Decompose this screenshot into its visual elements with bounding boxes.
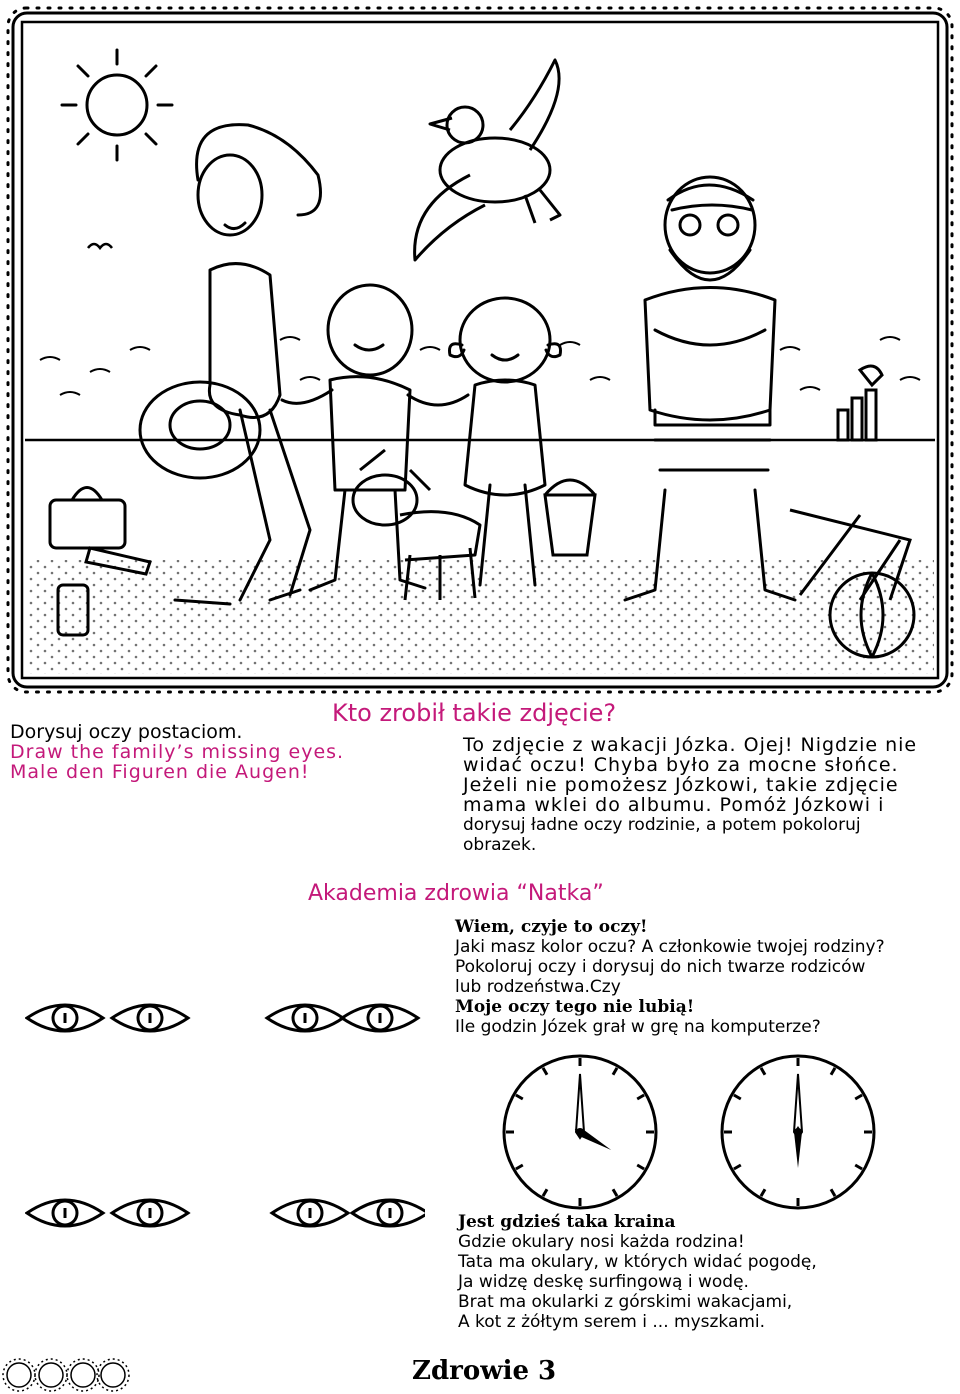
clock-tick xyxy=(516,1095,523,1099)
clock-face-icon xyxy=(504,1056,656,1208)
eye-outline-icon xyxy=(27,1005,103,1031)
story-block xyxy=(463,735,917,855)
grandfather-figure xyxy=(625,177,795,600)
poem-title: Jest gdzieś taka kraina xyxy=(458,1212,676,1232)
eyes-task-heading: Wiem, czyje to oczy! xyxy=(455,917,648,937)
story-line: widać oczu! Chyba było za mocne słońce. xyxy=(463,754,899,776)
clock-tick xyxy=(761,1189,765,1196)
eye-outline-icon xyxy=(112,1200,188,1226)
sun-badges xyxy=(0,1355,130,1394)
picture-title: Kto zrobił takie zdjęcie? xyxy=(332,699,617,727)
sea-waves xyxy=(25,337,935,440)
sun-badge-icon xyxy=(67,1359,99,1391)
sun-badge-icon xyxy=(3,1359,35,1391)
eyes-task-bold-line: Moje oczy tego nie lubią! xyxy=(455,997,695,1017)
poem-line: Ja widzę deskę surfingową i wodę. xyxy=(458,1272,749,1292)
bucket-icon xyxy=(545,480,595,555)
sun-icon xyxy=(62,50,172,160)
eyes-task-block xyxy=(455,917,885,1037)
story-line: To zdjęcie z wakacji Józka. Ojej! Nigdzie nie xyxy=(463,734,918,756)
story-line: obrazek. xyxy=(463,835,537,855)
eye-outline-icon xyxy=(272,1200,348,1226)
mother-figure xyxy=(175,125,321,604)
clock-tick xyxy=(761,1068,765,1075)
clock-tick xyxy=(734,1165,741,1169)
clock-tick xyxy=(734,1095,741,1099)
poem-line: A kot z żółtym serem i ... myszkami. xyxy=(458,1312,766,1332)
clock-question: Ile godzin Józek grał w grę na komputerze? xyxy=(455,1017,821,1037)
pier-posts xyxy=(838,366,882,440)
eye-outline-icon xyxy=(352,1200,425,1226)
clock-tick xyxy=(637,1165,644,1169)
poem-block xyxy=(458,1212,817,1332)
caption-line-pl: Dorysuj oczy postaciom. xyxy=(10,721,243,743)
clock-tick xyxy=(855,1165,862,1169)
clock-tick xyxy=(543,1068,547,1075)
girl-figure xyxy=(450,298,561,585)
page-label: Zdrowie 3 xyxy=(412,1356,557,1386)
seagull-icon xyxy=(415,60,560,260)
caption-line-en: Draw the family’s missing eyes. xyxy=(10,741,345,763)
story-line: mama wklei do albumu. Pomóż Józkowi i xyxy=(463,794,885,816)
caption-block xyxy=(10,722,344,782)
clock-tick xyxy=(637,1095,644,1099)
eyes-task-line: Jaki masz kolor oczu? A członkowie twojej rodziny? xyxy=(455,937,885,957)
poem-line: Brat ma okularki z górskimi wakacjami, xyxy=(458,1292,793,1312)
clock-tick xyxy=(516,1165,523,1169)
sun-badge-icon xyxy=(35,1359,67,1391)
story-line: dorysuj ładne oczy rodzinie, a potem pokoloruj xyxy=(463,815,861,835)
distant-bird-icon xyxy=(88,244,112,248)
eye-outline-icon xyxy=(342,1005,418,1031)
hat-icon xyxy=(140,382,260,478)
poem-line: Gdzie okulary nosi każda rodzina! xyxy=(458,1232,745,1252)
clock-tick xyxy=(613,1189,617,1196)
eye-outline-icon xyxy=(27,1200,103,1226)
section-title: Akademia zdrowia “Natka” xyxy=(308,881,604,906)
eye-pairs-row-2 xyxy=(25,1185,425,1245)
sun-badge-icon xyxy=(97,1359,129,1391)
caption-line-de: Male den Figuren die Augen! xyxy=(10,761,310,783)
clock-tick xyxy=(543,1189,547,1196)
clock-face-icon xyxy=(722,1056,874,1208)
eyes-task-line: lub rodzeństwa.Czy xyxy=(455,977,621,997)
sand-area xyxy=(26,560,934,674)
poem-line: Tata ma okulary, w których widać pogodę, xyxy=(458,1252,817,1272)
clock-tick xyxy=(855,1095,862,1099)
clock-tick xyxy=(831,1189,835,1196)
story-line: Jeżeli nie pomożesz Józkowi, takie zdjęcie xyxy=(463,774,899,796)
eye-outline-icon xyxy=(112,1005,188,1031)
clock-tick xyxy=(613,1068,617,1075)
eyes-task-line: Pokoloruj oczy i dorysuj do nich twarze rodziców xyxy=(455,957,866,977)
clock-tick xyxy=(831,1068,835,1075)
boy-figure xyxy=(282,285,468,590)
eye-outline-icon xyxy=(267,1005,343,1031)
eye-pairs-row-1 xyxy=(25,990,425,1050)
clocks xyxy=(480,1052,920,1212)
